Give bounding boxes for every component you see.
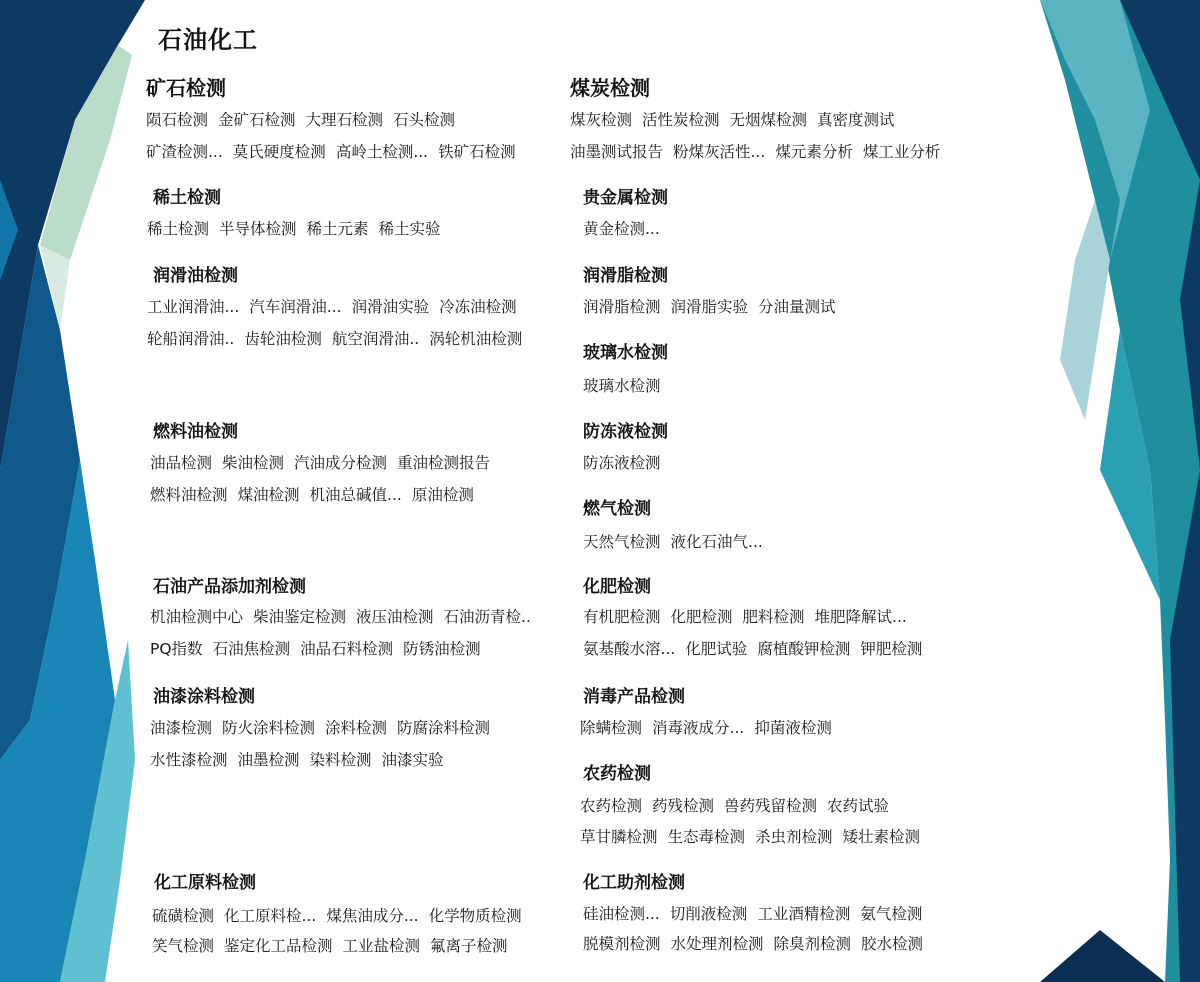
service-link[interactable]: 工业盐检测: [342, 937, 421, 955]
service-link[interactable]: 水性漆检测: [150, 751, 228, 769]
item-row: [580, 716, 832, 738]
service-link[interactable]: 防锈油检测: [403, 640, 481, 658]
service-link[interactable]: 分油量测试: [758, 298, 836, 316]
item-row: [580, 794, 889, 816]
service-link[interactable]: 稀土检测: [147, 220, 210, 238]
service-link[interactable]: 煤焦油成分...: [326, 907, 419, 925]
service-link[interactable]: 半导体检测: [219, 220, 297, 238]
service-link[interactable]: 氨气检测: [860, 905, 923, 923]
item-row: [580, 825, 920, 847]
service-link[interactable]: 防腐涂料检测: [397, 719, 491, 737]
service-link[interactable]: 航空润滑油..: [331, 330, 420, 348]
service-link[interactable]: 陨石检测: [146, 111, 209, 129]
service-link[interactable]: 化学物质检测: [428, 907, 522, 925]
service-link[interactable]: 液压油检测: [356, 608, 434, 626]
service-link[interactable]: 稀土实验: [378, 220, 441, 238]
item-row: [583, 530, 763, 552]
service-link[interactable]: 粉煤灰活性...: [673, 143, 766, 161]
service-link[interactable]: 润滑脂检测: [583, 298, 661, 316]
section-title[interactable]: 矿石检测: [146, 76, 226, 100]
service-link[interactable]: 燃料油检测: [150, 486, 228, 504]
service-link[interactable]: 油墨测试报告: [570, 143, 664, 161]
item-row: [570, 140, 940, 162]
section-title[interactable]: 石油产品添加剂检测: [153, 577, 306, 597]
service-link[interactable]: 硅油检测...: [583, 905, 660, 923]
service-link[interactable]: 抑菌液检测: [754, 719, 832, 737]
item-row: [147, 327, 522, 349]
item-row: [150, 451, 490, 473]
service-link[interactable]: 涂料检测: [325, 719, 388, 737]
item-row: [146, 108, 455, 130]
item-row: [583, 451, 661, 473]
service-link[interactable]: 高岭土检测...: [335, 143, 429, 161]
service-link[interactable]: 鉴定化工品检测: [224, 937, 333, 955]
service-link[interactable]: 无烟煤检测: [729, 111, 808, 129]
service-link[interactable]: 油漆实验: [381, 751, 444, 769]
section-title[interactable]: 化工助剂检测: [583, 873, 685, 893]
service-link[interactable]: 汽油成分检测: [294, 454, 388, 472]
service-link[interactable]: 汽车润滑油...: [249, 298, 342, 316]
service-link[interactable]: 杀虫剂检测: [755, 828, 833, 846]
item-row: [150, 748, 444, 770]
service-link[interactable]: 油墨检测: [237, 751, 300, 769]
service-link[interactable]: 大理石检测: [305, 111, 384, 129]
service-link[interactable]: 药残检测: [652, 797, 715, 815]
service-link[interactable]: 农药检测: [580, 797, 643, 815]
item-row: [570, 108, 895, 130]
service-link[interactable]: 矮壮素检测: [842, 828, 921, 846]
section-title[interactable]: 消毒产品检测: [583, 687, 685, 707]
service-link[interactable]: 石油焦检测: [212, 640, 291, 658]
service-link[interactable]: 活性炭检测: [642, 111, 720, 129]
item-row: [583, 217, 660, 239]
service-link[interactable]: 防火涂料检测: [222, 719, 316, 737]
service-link[interactable]: 煤灰检测: [570, 111, 633, 129]
service-link[interactable]: 有机肥检测: [583, 608, 661, 626]
service-link[interactable]: 除螨检测: [580, 719, 643, 737]
service-link[interactable]: 氟离子检测: [430, 937, 508, 955]
section-title[interactable]: 贵金属检测: [583, 188, 668, 208]
service-link[interactable]: 硫磺检测: [152, 907, 215, 925]
service-link[interactable]: 肥料检测: [742, 608, 805, 626]
service-link[interactable]: 矿渣检测...: [146, 143, 223, 161]
service-link[interactable]: 莫氏硬度检测: [232, 143, 326, 161]
service-link[interactable]: 氨基酸水溶...: [583, 640, 676, 658]
section-title[interactable]: 稀土检测: [153, 188, 221, 208]
item-row: [583, 902, 922, 924]
item-row: [583, 295, 836, 317]
service-link[interactable]: 除臭剂检测: [773, 935, 852, 953]
service-link[interactable]: 天然气检测: [583, 533, 661, 551]
service-link[interactable]: 笑气检测: [152, 937, 215, 955]
service-link[interactable]: 兽药残留检测: [724, 797, 818, 815]
service-link[interactable]: 工业酒精检测: [757, 905, 851, 923]
service-link[interactable]: 柴油鉴定检测: [253, 608, 347, 626]
item-row: [150, 716, 490, 738]
item-row: [150, 483, 474, 505]
service-link[interactable]: 液化石油气...: [670, 533, 763, 551]
item-row: [152, 934, 508, 956]
service-link[interactable]: 煤油检测: [237, 486, 300, 504]
service-link[interactable]: 石油沥青检..: [443, 608, 531, 626]
service-link[interactable]: 铁矿石检测: [438, 143, 516, 161]
service-link[interactable]: 钾肥检测: [860, 640, 923, 658]
service-link[interactable]: 稀土元素: [306, 220, 369, 238]
service-link[interactable]: 润滑脂实验: [670, 298, 749, 316]
service-link[interactable]: 堆肥降解试...: [814, 608, 907, 626]
service-link[interactable]: 腐植酸钾检测: [757, 640, 851, 658]
service-link[interactable]: 重油检测报告: [397, 454, 491, 472]
section-title[interactable]: 化工原料检测: [154, 873, 256, 893]
item-row: [146, 140, 516, 162]
service-link[interactable]: PQ指数: [150, 640, 203, 658]
section-title[interactable]: 防冻液检测: [583, 422, 668, 442]
service-link[interactable]: 机油总碱值...: [309, 486, 402, 504]
service-link[interactable]: 真密度测试: [817, 111, 895, 129]
section-title[interactable]: 油漆涂料检测: [153, 687, 255, 707]
service-link[interactable]: 油品石料检测: [300, 640, 394, 658]
service-link[interactable]: 润滑油实验: [351, 298, 430, 316]
item-row: [583, 932, 923, 954]
section-title[interactable]: 化肥检测: [583, 577, 651, 597]
service-link[interactable]: 消毒液成分...: [652, 719, 745, 737]
service-link[interactable]: 化工原料检...: [224, 907, 317, 925]
service-link[interactable]: 防冻液检测: [583, 454, 661, 472]
service-link[interactable]: 化肥试验: [685, 640, 748, 658]
service-link[interactable]: 玻璃水检测: [583, 377, 661, 395]
section-title[interactable]: 煤炭检测: [570, 76, 650, 100]
section-title[interactable]: 农药检测: [583, 764, 651, 784]
item-row: [152, 904, 522, 926]
service-link[interactable]: 油漆检测: [150, 719, 213, 737]
item-row: [150, 605, 531, 627]
service-link[interactable]: 生态毒检测: [667, 828, 746, 846]
section-title[interactable]: 玻璃水检测: [583, 343, 668, 363]
service-link[interactable]: 脱模剂检测: [583, 935, 661, 953]
service-link[interactable]: 黄金检测...: [583, 220, 660, 238]
service-link[interactable]: 水处理剂检测: [670, 935, 764, 953]
section-title[interactable]: 润滑脂检测: [583, 266, 668, 286]
service-link[interactable]: 金矿石检测: [218, 111, 296, 129]
service-link[interactable]: 化肥检测: [670, 608, 733, 626]
service-link[interactable]: 煤工业分析: [862, 143, 941, 161]
item-row: [583, 605, 907, 627]
service-link[interactable]: 石头检测: [393, 111, 456, 129]
item-row: [150, 637, 481, 659]
service-link[interactable]: 草甘膦检测: [580, 828, 658, 846]
service-link[interactable]: 工业润滑油...: [147, 298, 240, 316]
page-title: 石油化工: [158, 26, 258, 54]
service-link[interactable]: 柴油检测: [222, 454, 285, 472]
section-title[interactable]: 润滑油检测: [153, 266, 238, 286]
item-row: [147, 217, 441, 239]
service-link[interactable]: 齿轮油检测: [244, 330, 322, 348]
item-row: [147, 295, 517, 317]
service-link[interactable]: 染料检测: [309, 751, 372, 769]
service-link[interactable]: 油品检测: [150, 454, 213, 472]
service-link[interactable]: 原油检测: [411, 486, 474, 504]
service-link[interactable]: 煤元素分析: [775, 143, 853, 161]
service-link[interactable]: 胶水检测: [861, 935, 924, 953]
service-link[interactable]: 机油检测中心: [150, 608, 244, 626]
item-row: [583, 374, 661, 396]
service-link[interactable]: 切削液检测: [669, 905, 748, 923]
section-title[interactable]: 燃料油检测: [153, 422, 238, 442]
service-link[interactable]: 轮船润滑油..: [147, 330, 235, 348]
service-link[interactable]: 涡轮机油检测: [429, 330, 523, 348]
service-link[interactable]: 农药试验: [827, 797, 890, 815]
section-title[interactable]: 燃气检测: [583, 499, 651, 519]
item-row: [583, 637, 922, 659]
service-link[interactable]: 冷冻油检测: [439, 298, 517, 316]
